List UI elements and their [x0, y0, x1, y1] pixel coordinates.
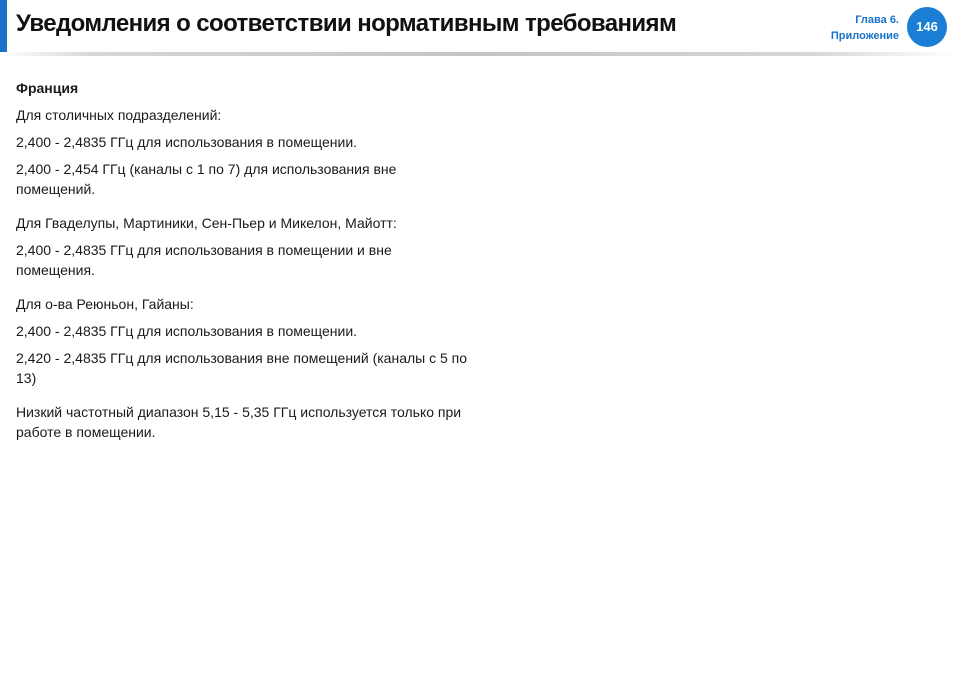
paragraph: 2,400 - 2,454 ГГц (каналы с 1 по 7) для использования вне помещений.	[16, 161, 397, 197]
header-accent-bar	[0, 0, 7, 52]
page-header	[0, 0, 954, 58]
paragraph: Для Гваделупы, Мартиники, Сен-Пьер и Микелон, Майотт:	[16, 215, 397, 231]
paragraph: 2,420 - 2,4835 ГГц для использования вне помещений (каналы с 5 по 13)	[16, 350, 468, 386]
chapter-number: Глава 6.	[855, 14, 899, 26]
section-heading: Франция	[16, 80, 79, 96]
page-number-badge: 146	[907, 7, 947, 47]
chapter-name: Приложение	[830, 30, 899, 42]
chapter-label	[831, 12, 899, 44]
paragraph: Низкий частотный диапазон 5,15 - 5,35 ГГц используется только при работе в помещении.	[16, 404, 462, 440]
page-title: Уведомления о соответствии нормативным требованиям	[16, 10, 677, 37]
paragraph: 2,400 - 2,4835 ГГц для использования в помещении.	[16, 323, 358, 339]
paragraph: 2,400 - 2,4835 ГГц для использования в помещении и вне помещения.	[16, 242, 392, 278]
main-content	[16, 78, 471, 449]
title-divider	[0, 52, 954, 56]
paragraph: Для о-ва Реюньон, Гайаны:	[16, 296, 194, 312]
paragraph: 2,400 - 2,4835 ГГц для использования в помещении.	[16, 134, 358, 150]
paragraph: Для столичных подразделений:	[16, 107, 222, 123]
